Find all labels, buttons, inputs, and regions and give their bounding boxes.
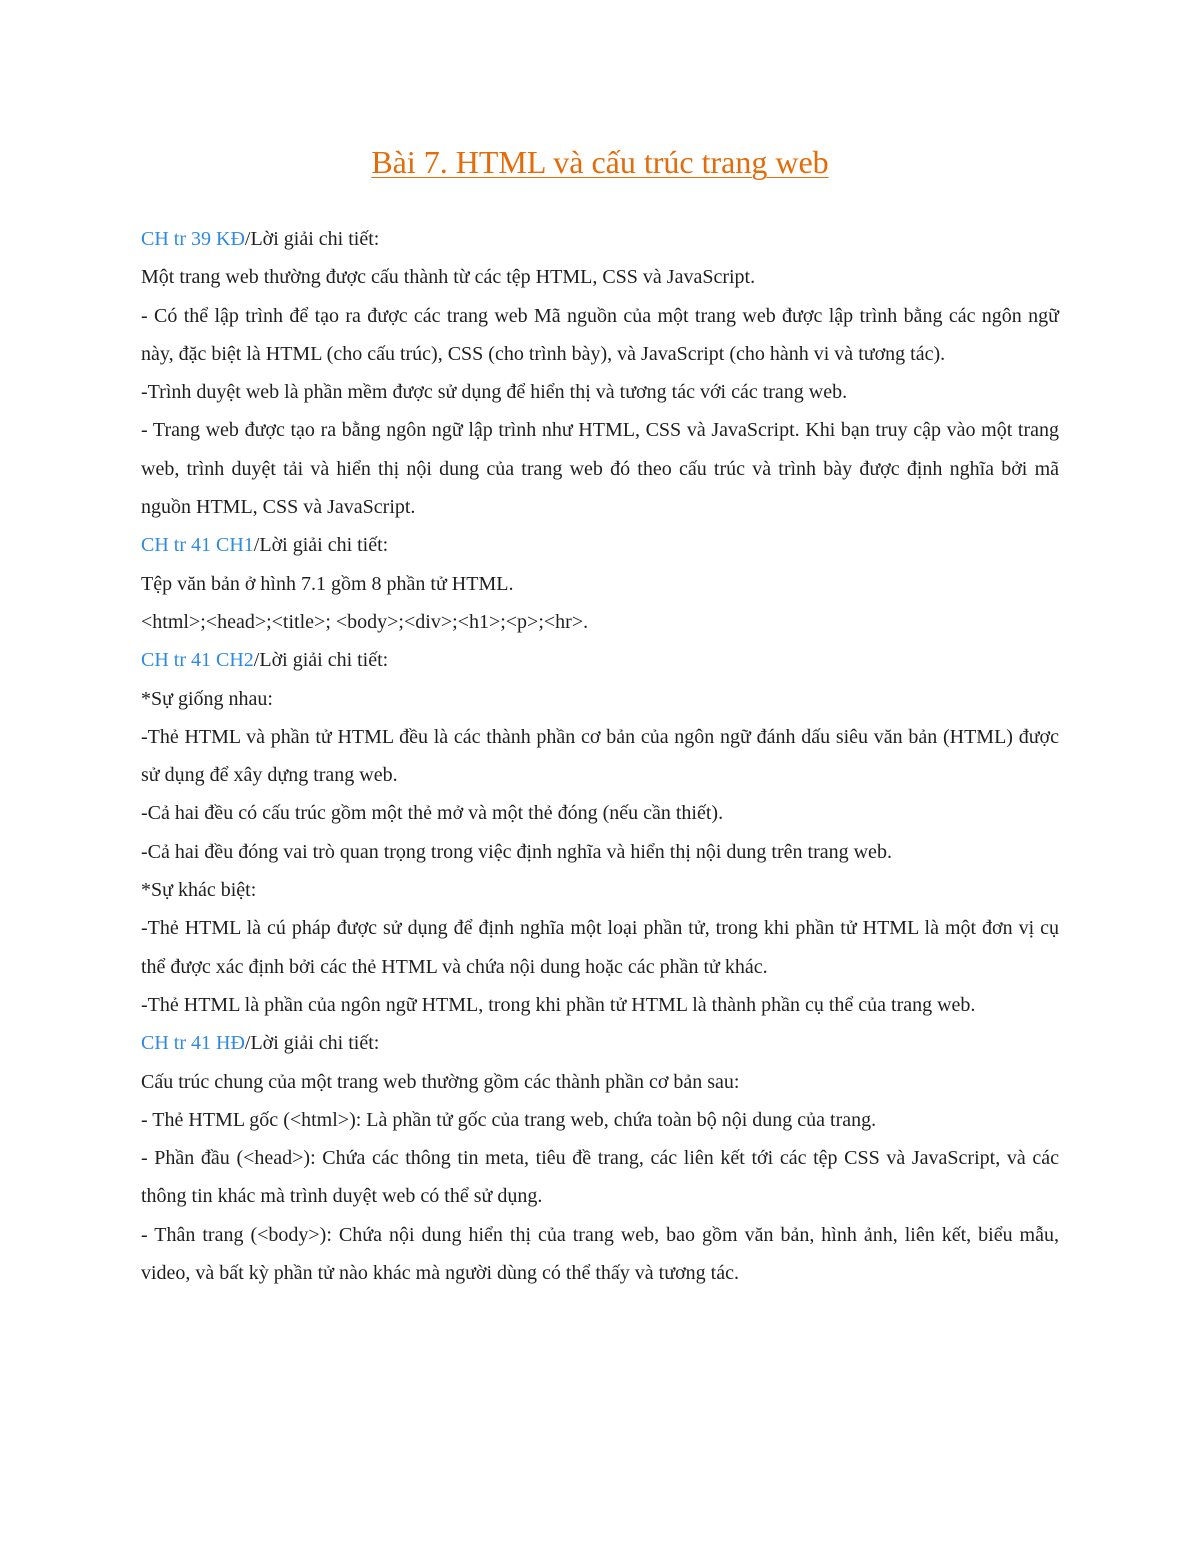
paragraph: - Trang web được tạo ra bằng ngôn ngữ lập trình như HTML, CSS và JavaScript. Khi bạn truy cập vào một trang web, trình duyệt tải và hiển thị nội dung của trang web đó theo cấu trúc và trình bày được định nghĩa bởi mã nguồn HTML, CSS và JavaScript. (141, 419, 1059, 519)
paragraph: -Thẻ HTML là cú pháp được sử dụng để định nghĩa một loại phần tử, trong khi phần tử HTML là một đơn vị cụ thể được xác định bởi các thẻ HTML và chứa nội dung hoặc các phần tử khác. (141, 917, 1059, 978)
section-heading (141, 641, 1059, 679)
section-link[interactable]: CH tr 39 KĐ (141, 228, 245, 250)
section-link[interactable]: CH tr 41 CH1 (141, 534, 254, 557)
paragraph: Cấu trúc chung của một trang web thường gồm các thành phần cơ bản sau: (141, 1070, 740, 1093)
section-heading (141, 526, 1059, 564)
section-heading-suffix: /Lời giải chi tiết: (253, 649, 389, 672)
document-page (141, 140, 1059, 1292)
paragraph: - Có thể lập trình để tạo ra được các trang web Mã nguồn của một trang web được lập trình bằng các ngôn ngữ này, đặc biệt là HTML (cho cấu trúc), CSS (cho trình bày), và JavaScript (cho hành vi và tương tác). (141, 304, 1059, 365)
paragraph: Một trang web thường được cấu thành từ các tệp HTML, CSS và JavaScript. (141, 266, 756, 289)
section-heading-suffix: /Lời giải chi tiết: (244, 228, 380, 250)
paragraph: - Thân trang (<body>): Chứa nội dung hiển thị của trang web, bao gồm văn bản, hình ảnh, liên kết, biểu mẫu, video, và bất kỳ phần tử nào khác mà người dùng có thể thấy và tương tác. (141, 1223, 1059, 1285)
section-link[interactable]: CH tr 41 CH2 (141, 649, 254, 672)
paragraph: - Thẻ HTML gốc (<html>): Là phần tử gốc của trang web, chứa toàn bộ nội dung của trang. (141, 1108, 877, 1131)
section-ch-tr-41-ch1 (141, 526, 1059, 641)
document-title: Bài 7. HTML và cấu trúc trang web (371, 144, 829, 180)
section-heading (141, 1024, 1059, 1062)
paragraph: -Thẻ HTML và phần tử HTML đều là các thành phần cơ bản của ngôn ngữ đánh dấu siêu văn bản (HTML) được sử dụng để xây dựng trang web. (141, 725, 1059, 787)
paragraph: -Trình duyệt web là phần mềm được sử dụng để hiển thị và tương tác với các trang web. (141, 381, 848, 404)
paragraph: Tệp văn bản ở hình 7.1 gồm 8 phần tử HTML. (141, 572, 514, 595)
section-ch-tr-41-hd (141, 1024, 1059, 1292)
paragraph: *Sự giống nhau: (141, 687, 273, 710)
paragraph: *Sự khác biệt: (141, 879, 257, 902)
paragraph: - Phần đầu (<head>): Chứa các thông tin meta, tiêu đề trang, các liên kết tới các tệp CSS và JavaScript, và các thông tin khác mà trình duyệt web có thể sử dụng. (141, 1147, 1059, 1208)
section-heading (141, 220, 1059, 258)
paragraph: -Cả hai đều đóng vai trò quan trọng trong việc định nghĩa và hiển thị nội dung trên trang web. (141, 840, 892, 863)
section-ch-tr-39-kd (141, 220, 1059, 526)
section-heading-suffix: /Lời giải chi tiết: (244, 1032, 380, 1055)
section-heading-suffix: /Lời giải chi tiết: (253, 534, 389, 557)
section-ch-tr-41-ch2 (141, 641, 1059, 1024)
paragraph: <html>;<head>;<title>; <body>;<div>;<h1>;<p>;<hr>. (141, 610, 589, 633)
section-link[interactable]: CH tr 41 HĐ (141, 1032, 245, 1055)
paragraph: -Cả hai đều có cấu trúc gồm một thẻ mở và một thẻ đóng (nếu cần thiết). (141, 802, 724, 825)
paragraph: -Thẻ HTML là phần của ngôn ngữ HTML, trong khi phần tử HTML là thành phần cụ thể của trang web. (141, 993, 976, 1016)
